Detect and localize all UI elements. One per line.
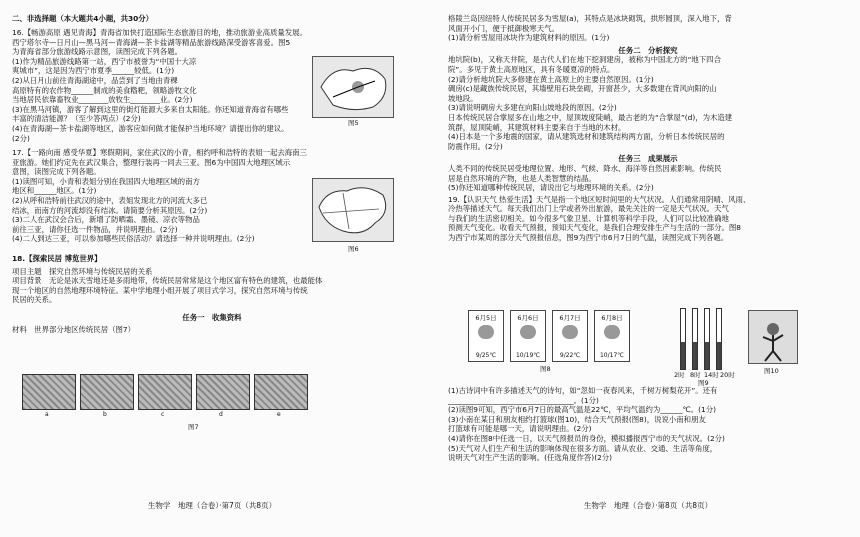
forecast-date: 6月5日	[475, 314, 497, 322]
page-footer: 生物学 地理（合卷）·第8页（共8页）	[583, 501, 713, 510]
forecast-temp: 9/25℃	[475, 352, 497, 359]
question-18	[12, 254, 412, 334]
q17-line: (2)从呼和浩特前往武汉的途中，表姐发现北方的河流大多已	[12, 195, 208, 205]
text-line: (2)请分析地坑院大多修建在黄土高原上的主要自然原因。(1分)	[448, 74, 654, 84]
rain-icon	[604, 325, 620, 339]
text-line: 格陵兰岛因纽特人传统民居多为雪屋(a)，其特点是冰块砌筑，拱形圆顶，深入地下，背	[448, 14, 732, 23]
q16-line: 当地居民依靠畜牧业________放牧生________业。(2分)	[12, 95, 193, 105]
text-line: 人类不同的传统民居受地理位置、地形、气候、降水、海洋等自然因素影响。传统民	[448, 163, 722, 173]
q16-line: 西宁塔尔寺—日月山—黑马河—青海湖—茶卡盐湖等精品旅游线路深受游客喜爱。图5	[12, 37, 291, 47]
q16-line: (2)从日月山前往青海湖途中，品尝到了当地由青稞	[12, 75, 178, 85]
forecast-card	[594, 310, 630, 362]
text-line: 日本传统民居合掌屋多在山地之中，屋顶坡度陡峭，最古老的为“合掌屋”(d)，为木造建	[448, 112, 733, 122]
qinghai-route-map	[312, 56, 394, 118]
thermometer	[680, 308, 686, 370]
q19-line: (3)小南在某日和朋友相约打篮球(图10)，结合天气预报(图8)，说说小南和朋友	[448, 414, 706, 424]
fig10-caption: 图10	[764, 367, 779, 375]
q18-line: 民居的关系。	[12, 295, 57, 305]
text-line: 院”。多见于黄土高原地区，具有冬暖夏凉的特点。	[448, 64, 615, 74]
photo-label: e	[277, 411, 281, 418]
photo-label: b	[103, 411, 107, 418]
rain-icon	[520, 325, 536, 339]
text-line: 地坑院(b)，又称天井院，是古代人们在地下挖洞建房，被称为中国北方的“地下四合	[448, 55, 721, 65]
q17-line: 17.【一路向南 感受华夏】寒假期间，家住武汉的小青，相约呼和浩特的表姐一起去海南三	[12, 148, 307, 157]
photo-cave-courtyard	[80, 374, 134, 418]
therm-label: 8时	[690, 371, 701, 379]
photo-dwelling-e	[254, 374, 308, 418]
therm-label: 20时	[720, 371, 735, 379]
q16-line: (3)在黑马河镇，游客了解到这里的街灯能源大多来自太阳能。你还知道青海省有哪些	[12, 104, 289, 114]
page-footer: 生物学 地理（合卷）·第7页（共8页）	[147, 501, 277, 510]
q17-line: 前往三亚，请你任选一件物品，并说明理由。(2分)	[12, 224, 178, 234]
text-line: (3)请说明碉房大多建在向阳山坡地段的原因。(2分)	[448, 103, 617, 113]
basketball-image	[748, 310, 798, 364]
q16-line: (1)作为精品旅游线路第一站，西宁市被誉为“中国十大凉	[12, 56, 197, 66]
dwellings-photos	[22, 374, 308, 418]
q16-line: 爽城市”，这是因为西宁市夏季______较低。(1分)	[12, 66, 175, 76]
text-line: 防震作用。(2分)	[448, 141, 503, 151]
task1-heading: 任务一 收集资料	[182, 312, 242, 322]
q16-line: 丰富的清洁能源？（至少答两点）(2分)	[12, 114, 141, 124]
text-line: 居是自然环境的产物，也是人类智慧的结晶。	[448, 173, 596, 183]
q19-line: __________________________________。(1分)	[448, 395, 599, 405]
q19-line: 预测天气变化。收看天气预报，预知天气变化，是我们合理安排生产与生活的一部分。图8	[448, 223, 741, 233]
q19-line: 与我们的生活密切相关。如今很多气象卫星、计算机等科学手段，人们可以比较准确地	[448, 213, 729, 223]
q19-line: 为西宁市某周的部分天气预报信息，图9为西宁市6月7日的气温，读图完成下列各题。	[448, 233, 729, 243]
therm-label: 14时	[704, 371, 719, 379]
photo-label: c	[161, 411, 165, 418]
fig8-caption: 图8	[540, 365, 551, 373]
fig7-caption: 图7	[188, 423, 199, 431]
q17-line: 地区和______地区。(1分)	[12, 186, 97, 196]
forecast-temp: 10/19℃	[515, 352, 541, 359]
thermometer	[692, 308, 698, 370]
q16-line: 为青海省部分旅游线路示意图，读图完成下列各题。	[12, 47, 182, 57]
fig5-caption: 图5	[348, 119, 359, 127]
page-7	[12, 14, 412, 519]
q17-line: (3)二人在武汉会合后，新增了防晒霜、墨镜、凉衣等物品	[12, 215, 200, 225]
forecast-temp: 10/17℃	[599, 352, 625, 359]
material-line: 材料 世界部分地区传统民居（图7）	[12, 324, 135, 334]
q17-line: 意图，读图完成下列各题。	[12, 167, 101, 177]
photo-gassho-house	[196, 374, 250, 418]
forecast-date: 6月6日	[517, 314, 539, 322]
q19-line: 19.【认识天气 热爱生活】天气是指一个地区短时间里的大气状况。人们通常用阴晴、风雨、	[448, 194, 751, 204]
q16-line: (4)在青海湖—茶卡盐湖等地区，游客应如何做才能保护当地环境？请提出你的建议。	[12, 123, 289, 133]
forecast-card	[468, 310, 504, 362]
text-line: 风面开小门，便于抵御极寒天气。	[448, 23, 559, 33]
q19-line: (4)请你在图8中任选一日，以天气预报员的身份，模拟播报西宁市的天气状况。(2分)	[448, 433, 725, 443]
photo-stone-house	[138, 374, 192, 418]
page-8	[448, 14, 848, 519]
q19-line: 打篮球有可能是哪一天，请说明理由。(2分)	[448, 424, 592, 434]
q17-line: 亚旅游。她们约定先在武汉集合，整理行装再一同去三亚。图6为中国四大地理区域示	[12, 157, 291, 167]
q18-continued	[448, 14, 848, 243]
q19-line: 冷热等描述天气。每天我们出门上学或者外出旅游，最先关注的一定是天气状况。天气	[448, 204, 729, 214]
q17-line: 结冰，而南方的河流却没有结冰。请简要分析其原因。(2分)	[12, 205, 208, 215]
photo-label: a	[45, 411, 49, 418]
q19-line: (2)读图9可知，西宁市6月7日的最高气温是22℃，平均气温约为______℃。(1分)	[448, 405, 716, 415]
q19-line: 说明天气对生产生活的影响。(任选角度作答)(2分)	[448, 453, 613, 463]
q19-line: (5)天气对人们生产和生活的影响体现在很多方面。请从农业、交通、生活等角度，	[448, 443, 718, 453]
china-regions-map	[312, 178, 394, 242]
thermometer	[704, 308, 710, 370]
text-line: (1)请分析雪屋用冰块作为建筑材料的原因。(1分)	[448, 33, 610, 43]
fig6-caption: 图6	[348, 245, 359, 253]
weather-forecast-cards	[468, 310, 630, 362]
q18-line: 项目背景 无论是冰天雪地还是多雨地带，传统民居常常是这个地区富有特色的建筑，也最能体	[12, 276, 323, 286]
q18-line: 现一个地区的自然地理环境特征。某中学地理小组开展了项目式学习，探究自然环境与传统	[12, 285, 308, 295]
forecast-card	[552, 310, 588, 362]
q18-line: 项目主题 探究自然环境与传统民居的关系	[12, 266, 153, 276]
text-line: 筑群，屋顶陡峭，其建筑材料主要来自于当地的木材。	[448, 122, 626, 132]
section-title: 二、非选择题（本大题共4小题，共30分）	[12, 14, 154, 23]
q18-title: 18.【探索民居 博览世界】	[12, 254, 102, 263]
q16-line: 高原特有的农作物______制成的美食糌粑，领略游牧文化	[12, 85, 197, 95]
task2-heading: 任务二 分析探究	[618, 45, 678, 55]
cloudy-sun-icon	[562, 325, 578, 339]
q17-line: (4)二人到达三亚，可以参加哪些民俗活动？请选择一种并说明理由。(2分)	[12, 234, 255, 244]
therm-label: 2时	[674, 371, 685, 379]
task3-heading: 任务三 成果展示	[618, 154, 678, 164]
forecast-temp: 9/22℃	[559, 352, 581, 359]
q19-line: (1)古诗词中有许多描述天气的诗句，如“忽如一夜春风来，千树万树梨花开”。还有	[448, 386, 718, 395]
fig9-caption: 图9	[698, 379, 709, 387]
q17-line: (1)读图可知，小青和表姐分别在我国四大地理区域的南方	[12, 176, 200, 186]
text-line: 碉房(c)是藏族传统民居，其墙壁用石块垒砌，开窗甚少，大多数建在背风向阳的山	[448, 84, 717, 94]
text-line: 坡地段。	[448, 93, 478, 103]
q16-line: (2分)	[12, 133, 30, 143]
forecast-card	[510, 310, 546, 362]
thermometer	[716, 308, 722, 370]
sunny-icon	[478, 325, 494, 339]
text-line: (4)日本是一个多地震的国家，请从建筑选材和建筑结构两方面，分析日本传统民居的	[448, 132, 725, 142]
text-line: (5)你还知道哪种传统民居，请说出它与地理环境的关系。(2分)	[448, 183, 654, 193]
photo-igloo	[22, 374, 76, 418]
forecast-date: 6月7日	[559, 314, 581, 322]
q16-line: 16.【畅游高原 遇见青海】青海省加快打造国际生态旅游目的地，推动旅游业高质量发展。	[12, 28, 307, 37]
photo-label: d	[219, 411, 223, 418]
q19-subquestions	[448, 386, 848, 463]
forecast-date: 6月8日	[601, 314, 623, 322]
